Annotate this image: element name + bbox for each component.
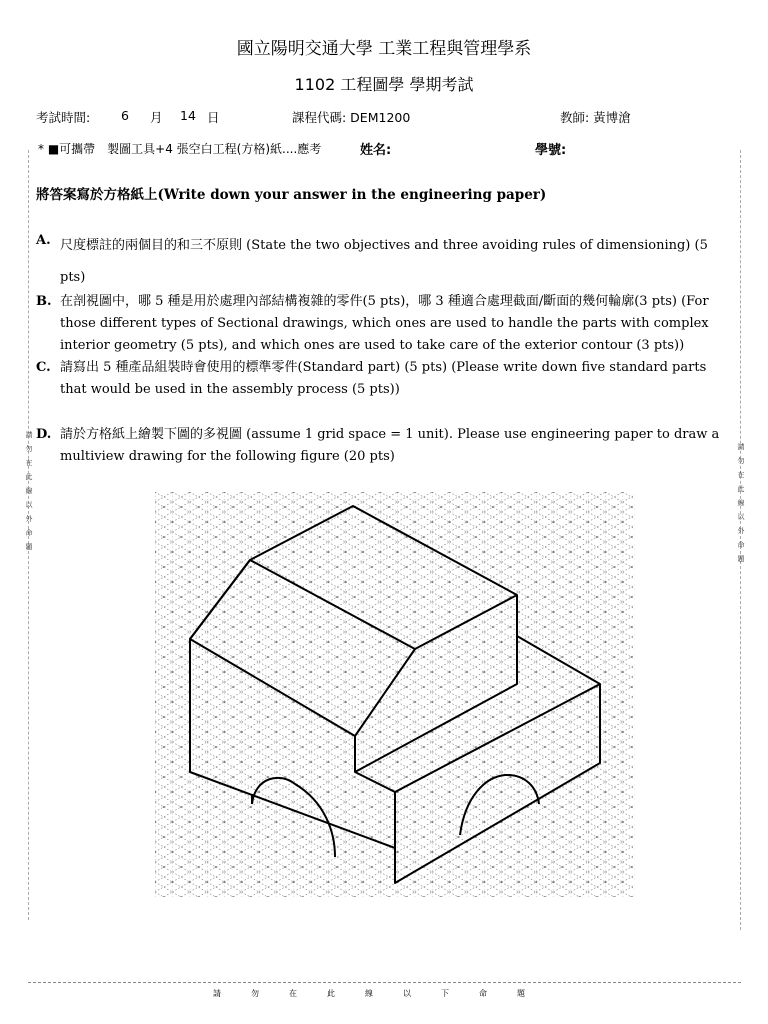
answer-instruction: 將答案寫於方格紙上(Write down your answer in the engineering paper) bbox=[36, 187, 547, 203]
question-c bbox=[36, 357, 736, 401]
university-title: 國立陽明交通大學 工業工程與管理學系 bbox=[236, 39, 532, 59]
bottom-margin-line bbox=[28, 982, 741, 983]
footer-note: 請勿在此線以下命題 bbox=[213, 989, 555, 998]
question-label: D. bbox=[36, 427, 52, 442]
exam-month-unit: 月 bbox=[150, 110, 163, 125]
question-label: C. bbox=[36, 360, 51, 375]
exam-title: 1102 工程圖學 學期考試 bbox=[294, 75, 474, 94]
question-text: 尺度標註的兩個目的和三不原則 (State the two objectives and three avoiding rules of dimensioning) (5 pts) bbox=[60, 238, 708, 285]
exam-month: 6 bbox=[121, 108, 129, 123]
exam-date-label: 考試時間: bbox=[36, 110, 91, 125]
left-margin-note: 請勿在此線以外命題 bbox=[25, 431, 33, 551]
exam-day-unit: 日 bbox=[207, 110, 220, 125]
allowed-items-note: * ■可攜帶 製圖工具+4 張空白工程(方格)紙....應考 bbox=[38, 142, 322, 156]
teacher-name: 教師: 黃博滄 bbox=[560, 110, 631, 125]
question-b bbox=[36, 291, 736, 357]
exam-day: 14 bbox=[180, 108, 196, 123]
student-id-label: 學號: bbox=[535, 143, 567, 158]
question-text: 請寫出 5 種產品組裝時會使用的標準零件(Standard part) (5 pts) (Please write down five standard parts that would be used in the assembly process (5 pts)) bbox=[60, 360, 707, 397]
question-label: A. bbox=[36, 233, 51, 248]
question-d bbox=[36, 424, 736, 468]
name-label: 姓名: bbox=[360, 143, 392, 158]
question-a bbox=[36, 230, 736, 294]
course-code: 課程代碼: DEM1200 bbox=[292, 110, 411, 125]
question-label: B. bbox=[36, 294, 52, 309]
isometric-figure bbox=[155, 492, 635, 897]
right-margin-note: 請勿在此線以外命題 bbox=[737, 443, 745, 563]
question-text: 在剖視圖中，哪 5 種是用於處理內部結構複雜的零件(5 pts)，哪 3 種適合處理截面/斷面的幾何輪廓(3 pts) (For those different types of Sectional drawings, which ones are used to handle the parts with complex interior geometry (5 pts), and which ones are used to take care of the exterior contour (3 pts)) bbox=[60, 294, 709, 353]
question-text: 請於方格紙上繪製下圖的多視圖 (assume 1 grid space = 1 unit). Please use engineering paper to draw a multiview drawing for the following figure (20 pts) bbox=[60, 427, 720, 464]
